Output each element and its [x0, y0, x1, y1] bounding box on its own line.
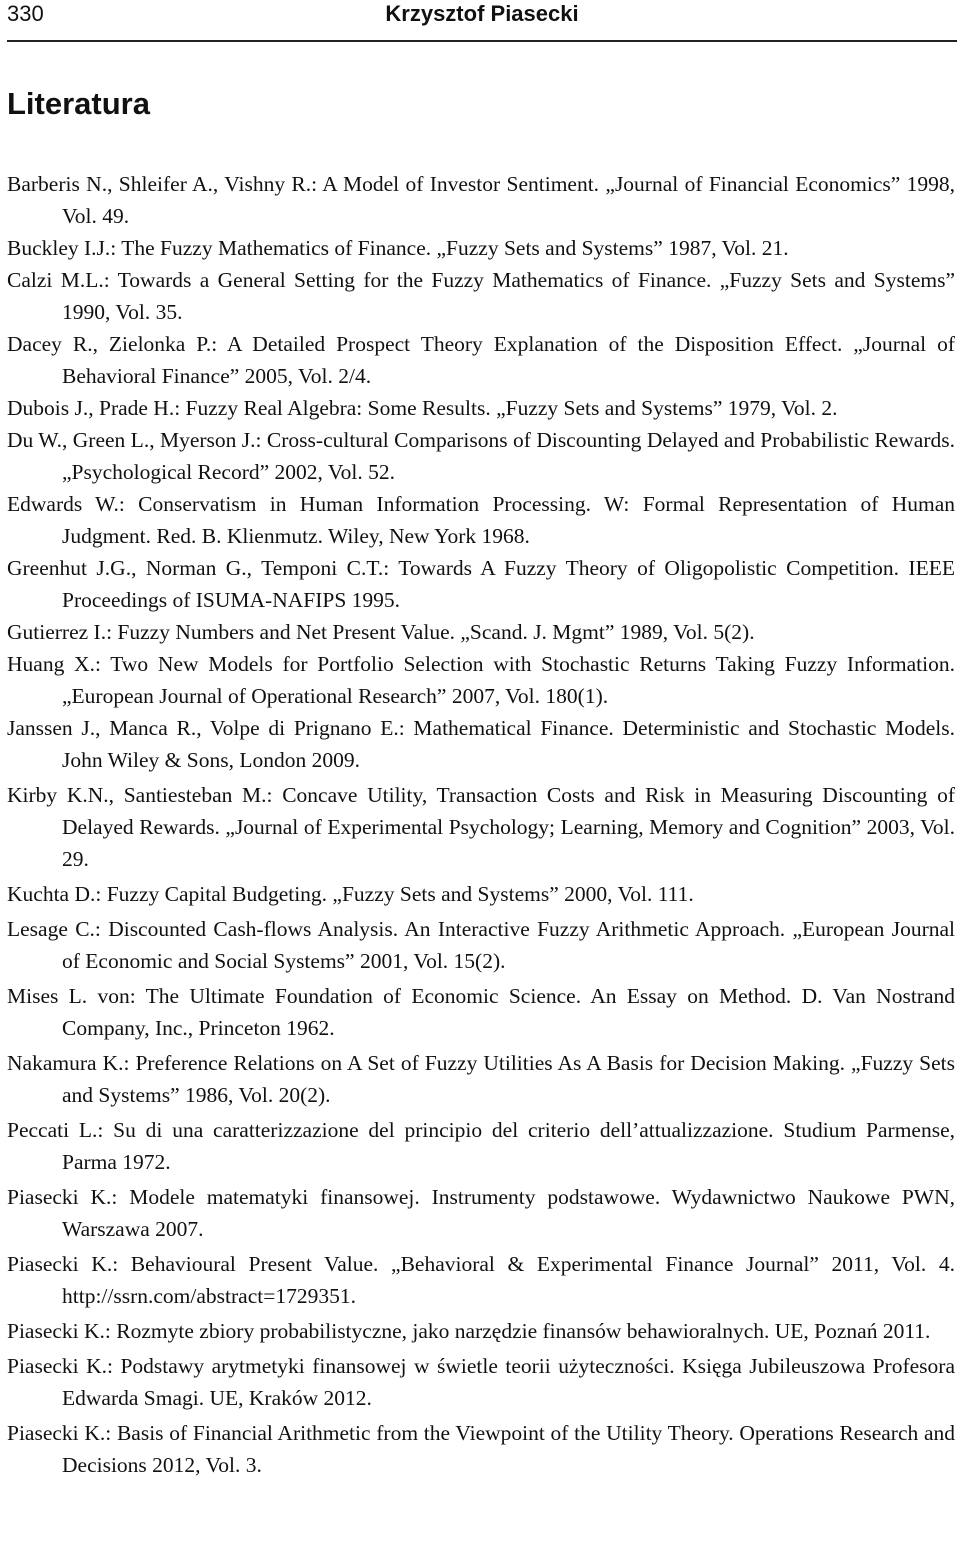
page-header	[7, 0, 957, 30]
section-title: Literatura	[7, 86, 150, 121]
reference-item: Greenhut J.G., Norman G., Temponi C.T.: Towards A Fuzzy Theory of Oligopolistic Competition. IEEE Proceedings of ISUMA-NAFIPS 1995.	[7, 556, 955, 612]
running-head: Krzysztof Piasecki	[385, 1, 579, 26]
reference-item: Calzi M.L.: Towards a General Setting for the Fuzzy Mathematics of Finance. „Fuzzy Sets and Systems” 1990, Vol. 35.	[7, 268, 955, 324]
reference-item: Janssen J., Manca R., Volpe di Prignano E.: Mathematical Finance. Deterministic and Stochastic Models. John Wiley & Sons, London 2009.	[7, 716, 955, 772]
reference-item: Huang X.: Two New Models for Portfolio Selection with Stochastic Returns Taking Fuzzy Information. „European Journal of Operational Research” 2007, Vol. 180(1).	[7, 652, 955, 708]
reference-item: Dacey R., Zielonka P.: A Detailed Prospect Theory Explanation of the Disposition Effect. „Journal of Behavioral Finance” 2005, Vol. 2/4.	[7, 332, 955, 388]
page-number: 330	[7, 1, 44, 26]
reference-item: Du W., Green L., Myerson J.: Cross-cultural Comparisons of Discounting Delayed and Probabilistic Rewards. „Psychological Record” 2002, Vol. 52.	[7, 428, 955, 484]
reference-item: Dubois J., Prade H.: Fuzzy Real Algebra: Some Results. „Fuzzy Sets and Systems” 1979, Vol. 2.	[7, 396, 838, 420]
reference-list	[7, 168, 955, 1481]
reference-item: Piasecki K.: Modele matematyki finansowej. Instrumenty podstawowe. Wydawnictwo Naukowe PWN, Warszawa 2007.	[7, 1185, 955, 1241]
reference-item: Piasecki K.: Basis of Financial Arithmetic from the Viewpoint of the Utility Theory. Operations Research and Decisions 2012, Vol. 3.	[7, 1421, 955, 1477]
reference-item: Peccati L.: Su di una caratterizzazione del principio del criterio dell’attualizzazione. Studium Parmense, Parma 1972.	[7, 1118, 955, 1174]
reference-item: Buckley I.J.: The Fuzzy Mathematics of Finance. „Fuzzy Sets and Systems” 1987, Vol. 21.	[7, 236, 789, 260]
reference-item: Gutierrez I.: Fuzzy Numbers and Net Present Value. „Scand. J. Mgmt” 1989, Vol. 5(2).	[7, 620, 755, 644]
reference-item: Lesage C.: Discounted Cash-flows Analysis. An Interactive Fuzzy Arithmetic Approach. „European Journal of Economic and Social Systems” 2001, Vol. 15(2).	[7, 917, 955, 973]
reference-item: Nakamura K.: Preference Relations on A Set of Fuzzy Utilities As A Basis for Decision Making. „Fuzzy Sets and Systems” 1986, Vol. 20(2).	[7, 1051, 955, 1107]
reference-item: Kirby K.N., Santiesteban M.: Concave Utility, Transaction Costs and Risk in Measuring Discounting of Delayed Rewards. „Journal of Experimental Psychology; Learning, Memory and Cognition” 2003, Vol. 29.	[7, 783, 955, 871]
reference-item: Piasecki K.: Rozmyte zbiory probabilistyczne, jako narzędzie finansów behawioralnych. UE, Poznań 2011.	[7, 1319, 931, 1343]
reference-item: Piasecki K.: Behavioural Present Value. „Behavioral & Experimental Finance Journal” 2011, Vol. 4. http://ssrn.com/abstract=1729351.	[7, 1252, 955, 1308]
reference-item: Kuchta D.: Fuzzy Capital Budgeting. „Fuzzy Sets and Systems” 2000, Vol. 111.	[7, 882, 694, 906]
reference-item: Mises L. von: The Ultimate Foundation of Economic Science. An Essay on Method. D. Van Nostrand Company, Inc., Princeton 1962.	[7, 984, 955, 1040]
header-rule	[7, 40, 957, 42]
reference-item: Barberis N., Shleifer A., Vishny R.: A Model of Investor Sentiment. „Journal of Financial Economics” 1998, Vol. 49.	[7, 172, 955, 228]
reference-item: Piasecki K.: Podstawy arytmetyki finansowej w świetle teorii użyteczności. Księga Jubileuszowa Profesora Edwarda Smagi. UE, Kraków 2012.	[7, 1354, 955, 1410]
reference-item: Edwards W.: Conservatism in Human Information Processing. W: Formal Representation of Human Judgment. Red. B. Klienmutz. Wiley, New York 1968.	[7, 492, 955, 548]
